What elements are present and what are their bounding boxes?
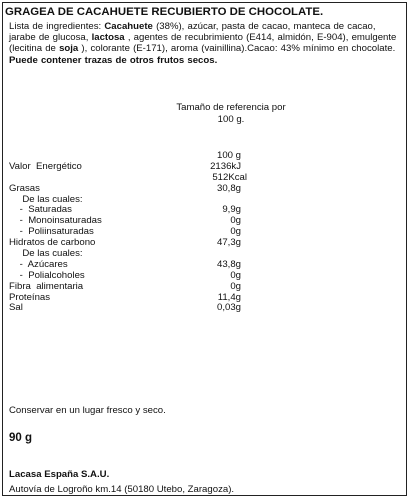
nutrient-value: 0g	[230, 226, 241, 238]
reference-line-1: Tamaño de referencia por	[176, 102, 286, 113]
nutrition-row	[3, 282, 406, 293]
company-address: Autovía de Logroño km.14 (50180 Utebo, Zaragoza).	[9, 484, 235, 495]
nutrient-value: 43,8g	[216, 258, 241, 270]
ingredient-bold-segment: Cacahuete	[104, 21, 153, 32]
nutrient-name: Valor Energético	[9, 160, 82, 172]
nutrient-value: 9,9g	[222, 204, 241, 216]
nutrient-name: Fibra alimentaria	[9, 280, 84, 292]
nutrient-value: 11,4g	[217, 291, 241, 303]
nutrition-row	[3, 303, 406, 314]
ingredient-bold-segment: Puede contener trazas de otros frutos secos.	[9, 54, 218, 66]
nutrient-value: 0g	[230, 269, 241, 281]
reference-line-2: 100 g.	[217, 114, 245, 125]
nutrient-value: 512Kcal	[212, 171, 247, 183]
ingredient-segment: ), colorante (E-171), aroma (vainillina).Cacao: 43% mínimo en chocolate.	[78, 43, 396, 55]
company-name: Lacasa España S.A.U.	[9, 469, 110, 480]
nutrient-value: 0g	[230, 280, 241, 292]
reference-size	[171, 102, 291, 126]
product-title: GRAGEA DE CACAHUETE RECUBIERTO DE CHOCOLATE.	[5, 6, 324, 18]
nutrient-name: Proteínas	[9, 291, 51, 303]
net-weight: 90 g	[9, 432, 33, 444]
nutrient-name: - Monoinsaturadas	[17, 215, 102, 227]
nutrient-name: - Saturadas	[17, 204, 72, 216]
ingredient-bold-segment: lactosa	[91, 32, 125, 44]
nutrient-name: Grasas	[9, 182, 40, 194]
nutrient-value: 0g	[230, 215, 241, 227]
nutrition-row	[3, 173, 406, 184]
nutrition-row	[3, 184, 406, 195]
nutrient-value: 47,3g	[216, 237, 241, 249]
storage-instructions: Conservar en un lugar fresco y seco.	[9, 405, 166, 416]
nutrient-name: De las cuales:	[17, 248, 83, 260]
nutrient-name: Hidratos de carbono	[9, 237, 96, 249]
nutrient-value: 2136kJ	[210, 160, 241, 172]
product-label	[2, 2, 407, 496]
nutrient-name: - Polialcoholes	[17, 269, 85, 281]
ingredient-segment: Lista de ingredientes:	[9, 21, 105, 32]
ingredient-bold-segment: soja	[59, 43, 79, 55]
nutrient-name: De las cuales:	[17, 193, 83, 205]
ingredients-list	[9, 21, 400, 66]
nutrient-name: - Azúcares	[17, 258, 68, 270]
nutrient-name: Sal	[9, 302, 23, 314]
ingredient-segment: (38%), azúcar, pasta de cacao, manteca de cacao, jarabe de glucosa,	[9, 21, 376, 44]
nutrition-row	[3, 162, 406, 173]
nutrient-value: 30,8g	[216, 182, 241, 194]
ingredient-segment: , agentes de recubrimiento (E414, almidón, E-904), emulgente (lecitina de	[9, 32, 397, 55]
nutrient-name: - Poliinsaturadas	[17, 226, 94, 238]
nutrition-row	[3, 293, 406, 304]
nutrient-value: 0,03g	[216, 302, 241, 314]
nutrition-table	[3, 151, 406, 314]
nutrient-value: 100 g	[216, 150, 241, 161]
